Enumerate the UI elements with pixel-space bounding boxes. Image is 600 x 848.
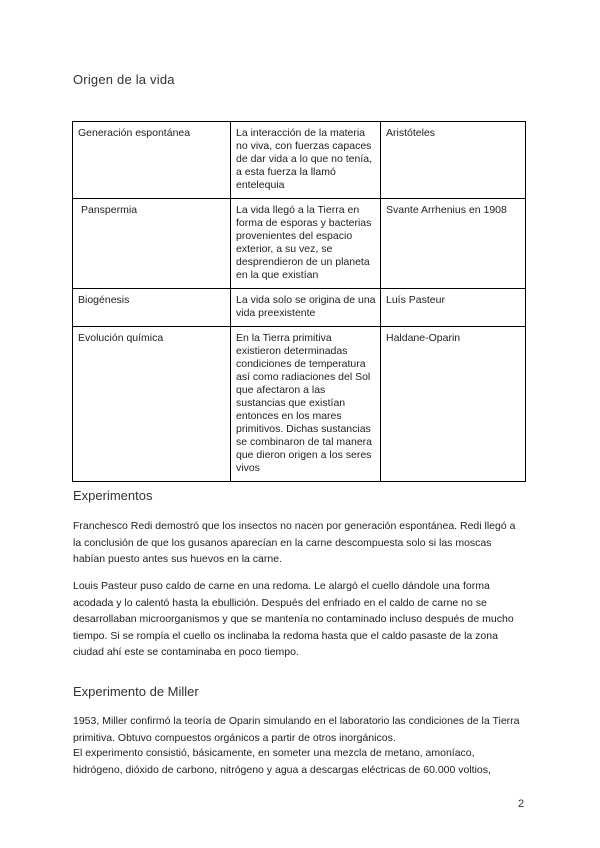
author-cell: Haldane-Oparin — [381, 327, 526, 482]
page-title: Origen de la vida — [73, 72, 175, 87]
theory-cell: Panspermia — [73, 199, 231, 289]
miller-paragraph-2: El experimento consistió, básicamente, en someter una mezcla de metano, amoníaco, hidrógeno, dióxido de carbono, nitrógeno y agua a descargas eléctricas de 60.000 voltios, — [73, 747, 491, 776]
description-cell: En la Tierra primitiva existieron determinadas condiciones de temperatura así como radiaciones del Sol que afectaron a las sustancias que existían entonces en los mares primitivos. Dichas sustancias se combinaron de tal manera que dieron origen a los seres vivos — [231, 327, 381, 482]
description-cell: La vida solo se origina de una vida preexistente — [231, 289, 381, 327]
redi-paragraph: Franchesco Redi demostró que los insectos no nacen por generación espontánea. Redi llegó a la conclusión de que los gusanos aparecían en la carne descompuesta solo si las moscas habían puesto antes sus huevos en la carne. — [73, 520, 516, 565]
experiments-heading: Experimentos — [73, 488, 153, 503]
table-row — [73, 199, 526, 289]
description-cell: La vida llegó a la Tierra en forma de esporas y bacterias provenientes del espacio exterior, a su vez, se desprendieron de un planeta en la que existían — [231, 199, 381, 289]
table-row — [73, 327, 526, 482]
theory-cell: Evolución química — [73, 327, 231, 482]
table-row — [73, 289, 526, 327]
author-cell: Svante Arrhenius en 1908 — [381, 199, 526, 289]
theory-cell: Generación espontánea — [73, 122, 231, 199]
origin-theories-table — [72, 121, 526, 482]
description-cell: La interacción de la materia no viva, con fuerzas capaces de dar vida a lo que no tenía, a esta fuerza la llamó entelequia — [231, 122, 381, 199]
author-cell: Aristóteles — [381, 122, 526, 199]
table-row — [73, 122, 526, 199]
pasteur-paragraph: Louis Pasteur puso caldo de carne en una redoma. Le alargó el cuello dándole una forma acodada y lo calentó hasta la ebullición. Después del enfriado en el caldo de carne no se desarrollaban microorganismos y que se mantenía no contaminado incluso después de mucho tiempo. Si se rompía el cuello os inclinaba la redoma hasta que el caldo pasaste de la zona ciudad ahí este se contaminaba en poco tiempo. — [73, 580, 514, 658]
miller-paragraph-1: 1953, Miller confirmó la teoría de Oparin simulando en el laboratorio las condiciones de la Tierra primitiva. Obtuvo compuestos orgánicos a partir de otros inorgánicos. — [73, 715, 520, 744]
miller-heading: Experimento de Miller — [73, 684, 199, 699]
author-cell: Luís Pasteur — [381, 289, 526, 327]
theory-cell: Biogénesis — [73, 289, 231, 327]
page-number: 2 — [518, 798, 525, 810]
